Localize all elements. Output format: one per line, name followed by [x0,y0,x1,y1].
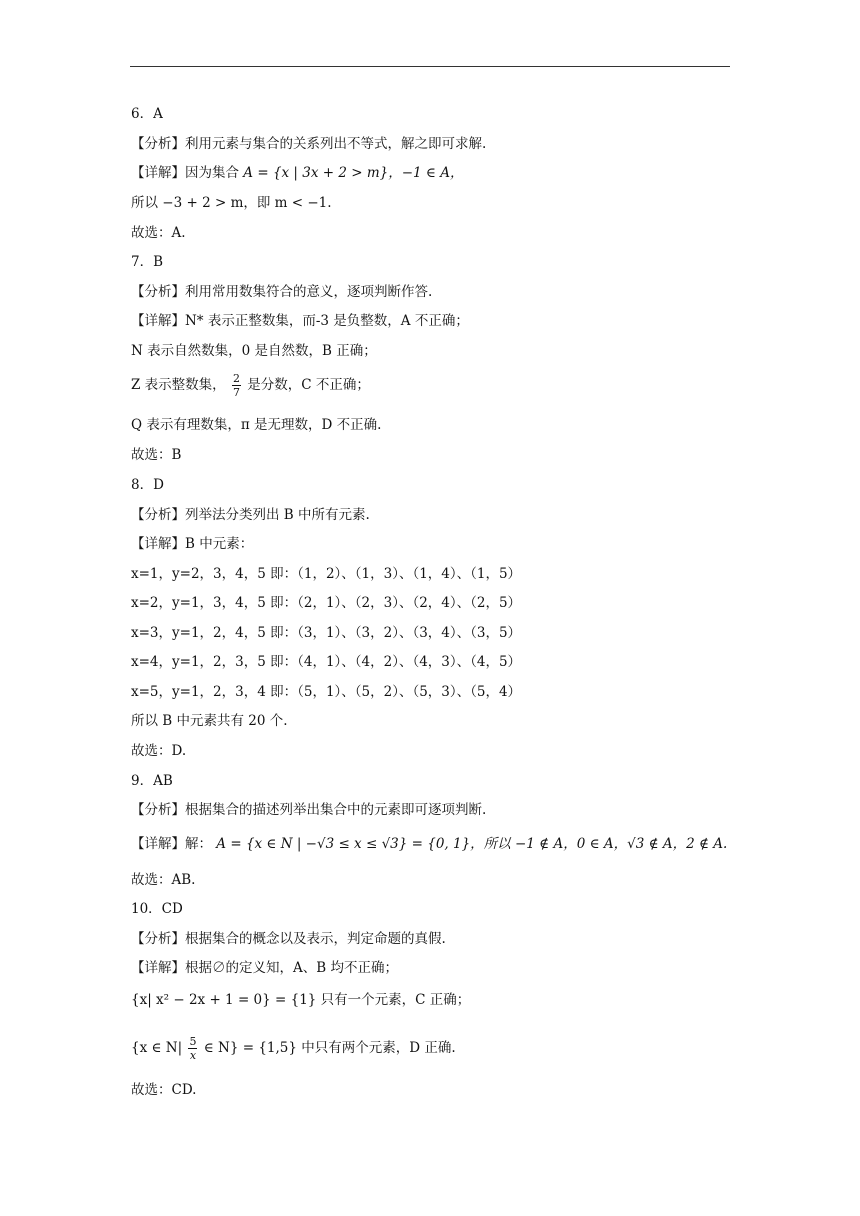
detail-8: 【详解】B 中元素： [131,536,254,552]
answer-10: 10．CD [131,901,183,917]
detail-6-conclusion: 所以 −3 + 2 > m，即 m < −1. [131,195,332,211]
detail-9-prefix: 【详解】解： [131,836,212,852]
detail-10-c-close: ∈ N} = {1,5} 中只有两个元素，D 正确. [203,1040,456,1056]
analysis-7: 【分析】利用常用数集符合的意义，逐项判断作答. [131,284,433,300]
detail-7-c-suffix: 是分数，C 不正确； [247,377,370,393]
detail-10-b: {x| x² − 2x + 1 = 0} = {1} 只有一个元素，C 正确； [131,992,471,1008]
detail-10-c-open: {x ∈ N| [131,1040,183,1056]
choice-7: 故选：B [131,447,182,463]
detail-6-prefix: 【详解】因为集合 [131,165,239,181]
answer-7: 7．B [131,254,164,270]
detail-10-a: 【详解】根据∅的定义知，A、B 均不正确； [131,960,398,976]
enum-row-3: x=3，y=1，2，4，5 即：（3，1）、（3，2）、（3，4）、（3，5） [131,625,522,641]
detail-6-math: A = {x | 3x + 2 > m}，−1 ∈ A， [243,165,464,181]
answer-9: 9．AB [131,773,173,789]
detail-7-c-prefix: Z 表示整数集， [131,377,226,393]
fraction-numerator: 2 [232,372,240,385]
choice-8: 故选：D. [131,743,187,759]
enum-row-1: x=1，y=2，3，4，5 即：（1，2）、（1，3）、（1，4）、（1，5） [131,566,522,582]
detail-9-math: A = {x ∈ N | −√3 ≤ x ≤ √3} = {0, 1}，所以 −1 ∉ A，0 ∈ A，√3 ∉ A，2 ∉ A. [216,836,728,852]
detail-7-d: Q 表示有理数集，π 是无理数，D 不正确. [131,417,382,433]
detail-7-a: 【详解】N* 表示正整数集，而-3 是负整数，A 不正确； [131,313,469,329]
enum-row-2: x=2，y=1，3，4，5 即：（2，1）、（2，3）、（2，4）、（2，5） [131,595,522,611]
fraction-2-7 [232,372,241,399]
choice-10: 故选：CD. [131,1082,197,1098]
fraction-5-x [188,1035,197,1062]
analysis-6: 【分析】利用元素与集合的关系列出不等式，解之即可求解. [131,136,487,152]
fraction-denominator: 7 [232,386,240,399]
analysis-10: 【分析】根据集合的概念以及表示，判定命题的真假. [131,931,446,947]
enum-row-4: x=4，y=1，2，3，5 即：（4，1）、（4，2）、（4，3）、（4，5） [131,654,522,670]
choice-9: 故选：AB. [131,872,196,888]
detail-9 [131,834,727,854]
analysis-9: 【分析】根据集合的描述列举出集合中的元素即可逐项判断. [131,802,487,818]
analysis-8: 【分析】列举法分类列出 B 中所有元素. [131,507,370,523]
header-rule [130,66,730,67]
answer-8: 8．D [131,477,164,493]
answer-6: 6．A [131,106,163,122]
detail-10-c [131,1035,456,1062]
detail-8-conclusion: 所以 B 中元素共有 20 个. [131,713,288,729]
fraction-denominator: x [189,1049,197,1062]
detail-7-b: N 表示自然数集，0 是自然数，B 正确； [131,343,377,359]
detail-6 [131,163,463,183]
enum-row-5: x=5，y=1，2，3，4 即：（5，1）、（5，2）、（5，3）、（5，4） [131,684,522,700]
choice-6: 故选：A. [131,225,186,241]
fraction-numerator: 5 [189,1035,197,1048]
detail-7-c [131,372,370,399]
